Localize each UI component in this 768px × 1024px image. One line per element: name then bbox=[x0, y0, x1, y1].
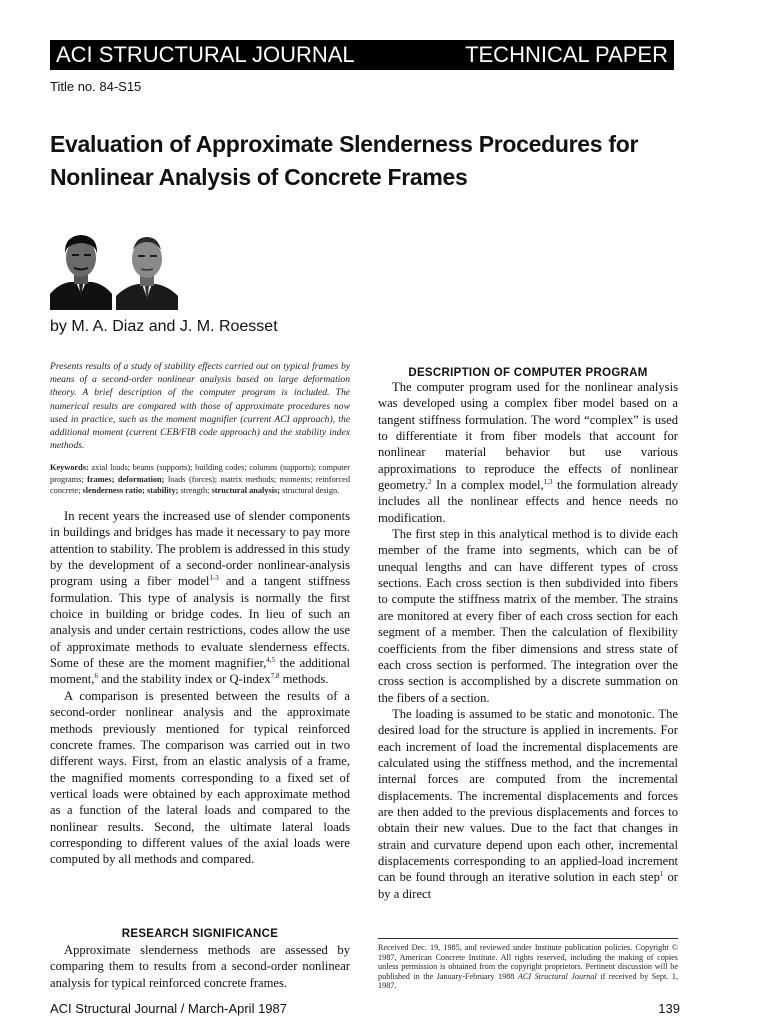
author-photo-1 bbox=[50, 228, 112, 310]
keywords-part-4: slenderness ratio; stability; bbox=[82, 485, 179, 495]
research-significance bbox=[50, 928, 350, 991]
keywords-part-2: frames; deformation; bbox=[87, 474, 165, 484]
intro-text-a: In recent years the increased use of slender components in buildings and bridges has made it necessary to pay more attention to stability. The problem is addressed in this study by the development of a second-order nonlinear-analysis program using a fiber model bbox=[50, 509, 350, 589]
keywords-part-3: loads (forces); matrix methods; moments; reinforced concrete; bbox=[50, 474, 350, 495]
author-photos bbox=[50, 228, 180, 310]
citation-sup: 4,5 bbox=[266, 655, 276, 664]
paper-title bbox=[50, 128, 690, 194]
computer-program-heading: DESCRIPTION OF COMPUTER PROGRAM bbox=[408, 367, 648, 379]
paper-title-line-1: Evaluation of Approximate Slenderness Procedures for bbox=[50, 131, 639, 157]
journal-name: ACI STRUCTURAL JOURNAL bbox=[56, 42, 355, 67]
intro-text-c: the additional moment, bbox=[50, 656, 350, 687]
program-text-c: the formulation already includes all the nonlinear effects and hence needs no modification. bbox=[378, 478, 678, 525]
research-significance-heading: RESEARCH SIGNIFICANCE bbox=[121, 928, 279, 940]
footnote-text-2: if received by Sept. 1, 1987. bbox=[378, 971, 678, 991]
citation-sup: 6 bbox=[94, 672, 98, 681]
loading-text-b: or by a direct bbox=[378, 870, 679, 901]
paper-title-line-2: Nonlinear Analysis of Concrete Frames bbox=[50, 164, 468, 190]
citation-sup: 1 bbox=[659, 870, 664, 879]
left-column bbox=[50, 360, 350, 868]
program-text-b: In a complex model, bbox=[431, 478, 544, 493]
body-paragraph-segments: The first step in this analytical method is to divide each member of the frame into segments, which can be of unequal lengths and can have different types of cross sections. Each cross section is then subdivided into fibers to compute the stiffness matrix of the member. The strains are monitored at every fiber of each cross section for each segment of a member. Then the calculation of flexibility coefficients from the fiber dimensions and stress state of each cross section is performed. The integration over the cross section is accomplished by a discrete summation on the fibers of a section. bbox=[378, 527, 678, 705]
abstract: Presents results of a study of stability effects carried out on typical frames by means of a second-order nonlinear analysis based on large deformation theory. A brief description of the computer program is included. The numerical results are compared with those of approximate procedures now used in practice, such as the moment magnifier (current ACI approach), the additional moment (current CEB/FIB code approach) and the stability index methods. bbox=[50, 361, 350, 452]
author-photo-2 bbox=[116, 228, 178, 310]
body-paragraph-intro bbox=[50, 508, 350, 688]
author-byline: by M. A. Diaz and J. M. Roesset bbox=[50, 318, 278, 335]
citation-sup: 1-3 bbox=[209, 574, 219, 583]
journal-header-bar bbox=[50, 40, 674, 70]
keywords-part-1: axial loads; beams (supports); building codes; columns (supports); computer programs; bbox=[50, 463, 351, 484]
keywords-part-6: structural analysis; bbox=[211, 485, 281, 495]
body-paragraph-loading bbox=[378, 706, 678, 902]
page-number: 139 bbox=[658, 1001, 680, 1016]
citation-sup: 7,8 bbox=[270, 672, 280, 681]
intro-text-e: methods. bbox=[279, 672, 329, 687]
keywords bbox=[50, 462, 350, 496]
research-significance-text: Approximate slenderness methods are assessed by comparing them to results from a second-order nonlinear analysis for typical reinforced concrete frames. bbox=[50, 943, 350, 990]
title-number: Title no. 84-S15 bbox=[50, 79, 142, 94]
program-text-a: The computer program used for the nonlinear analysis was developed using a complex fiber model based on a tangent stiffness formulation. The word “complex” is used to differentiate it from fiber models that account for nonlinear material behavior but use various approximations to reproduce the effects of nonlinear geometry. bbox=[378, 380, 678, 493]
citation-sup: 1,3 bbox=[543, 477, 553, 486]
intro-text-d: and the stability index or Q-index bbox=[97, 672, 271, 687]
footer-journal-issue: ACI Structural Journal / March-April 1987 bbox=[50, 1001, 287, 1016]
keywords-part-5: strength; bbox=[180, 485, 210, 495]
footnote-journal: ACI Structural Journal bbox=[517, 971, 597, 981]
right-column bbox=[378, 360, 678, 902]
body-paragraph-comparison: A comparison is presented between the results of a second-order nonlinear analysis and the approximate methods previously mentioned for typical reinforced concrete frames. The comparison was carried out in two different ways. First, from an elastic analysis of a frame, the magnified moments corresponding to a fixed set of vertical loads were obtained by each approximate method as a function of the lateral loads and compared to the nonlinear results. Second, the ultimate lateral loads corresponding to different values of the axial loads were computed by all methods and compared. bbox=[50, 688, 350, 867]
loading-text-a: The loading is assumed to be static and monotonic. The desired load for the structure is applied in increments. For each increment of load the incremental displacements are calculated using the stiffness method, and the incremental internal forces are computed from the incremental displacements. The incremental displacements and forces are then added to the previous displacements and forces to obtain their new values. Due to the fact that changes in strain and curvature depend upon each other, incremental displacements corresponding to an applied-load increment can be found through an iterative solution in each step bbox=[378, 706, 678, 885]
keywords-label: Keywords: bbox=[50, 463, 89, 473]
footnote-text-1: Received Dec. 19, 1985, and reviewed under Institute publication policies. Copyright © 1987, American Concrete Institute. All rights reserved, including the making of copies unless permission is obtained from the copyright proprietors. Pertinent discussion will be published in the January-February 1988 bbox=[378, 943, 678, 981]
paper-type: TECHNICAL PAPER bbox=[465, 42, 668, 67]
keywords-part-7: structural design. bbox=[282, 485, 340, 495]
intro-text-b: and a tangent stiffness formulation. This type of analysis is normally the first choice in building or bridge codes. In lieu of such an analysis and under certain restrictions, codes allow the use of approximate methods to evaluate slenderness effects. Some of these are the moment magnifier, bbox=[50, 574, 351, 671]
body-paragraph-program bbox=[378, 379, 678, 526]
received-footnote bbox=[378, 938, 678, 991]
citation-sup: 2 bbox=[427, 477, 432, 486]
